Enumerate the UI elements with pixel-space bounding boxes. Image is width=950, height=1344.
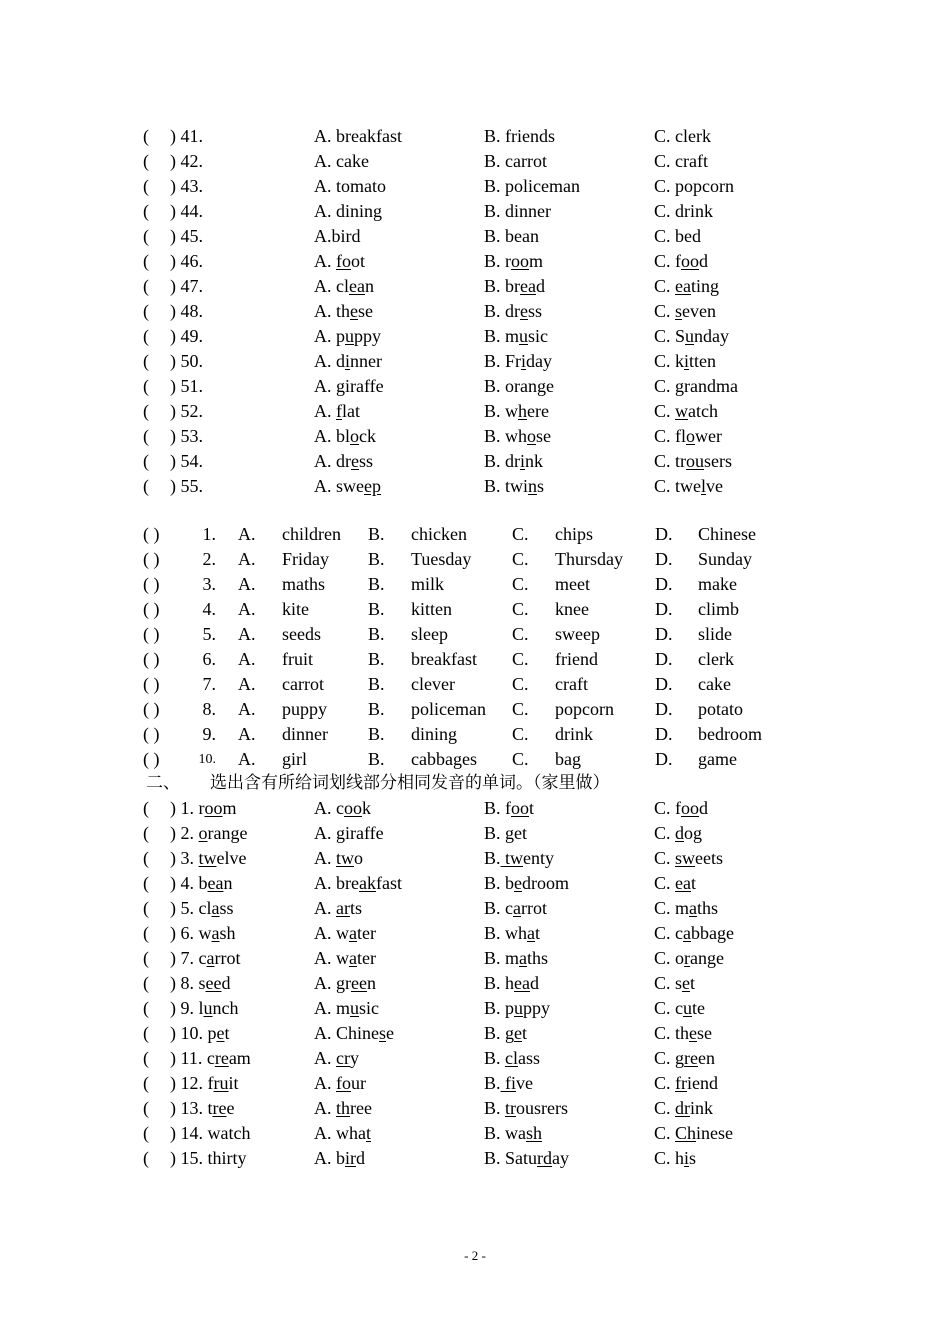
option-b: B. orange bbox=[484, 376, 554, 396]
question-word: ) 2. orange bbox=[170, 823, 248, 843]
option-a: A. music bbox=[314, 998, 379, 1018]
option-b: B. twenty bbox=[484, 848, 555, 868]
option-a: Friday bbox=[282, 549, 329, 569]
question-row bbox=[0, 697, 950, 722]
question-row bbox=[0, 1071, 950, 1096]
option-letter-b: B. bbox=[368, 749, 385, 769]
option-c: C. bed bbox=[654, 226, 701, 246]
option-a: A. cry bbox=[314, 1048, 359, 1068]
question-number: ) 47. bbox=[170, 276, 203, 296]
option-c: C. eating bbox=[654, 276, 720, 296]
question-number: 10. bbox=[198, 752, 216, 767]
option-c: C. Sunday bbox=[654, 326, 730, 346]
answer-blank[interactable]: ( bbox=[143, 401, 149, 421]
answer-blank[interactable]: ( ) bbox=[143, 699, 160, 719]
option-a: seeds bbox=[282, 624, 321, 644]
option-letter-d: D. bbox=[655, 574, 673, 594]
option-c: C. drink bbox=[654, 201, 714, 221]
option-a: children bbox=[282, 524, 341, 544]
option-letter-c: C. bbox=[512, 649, 529, 669]
option-letter-c: C. bbox=[512, 574, 529, 594]
option-b: B. twins bbox=[484, 476, 545, 496]
question-word: ) 6. wash bbox=[170, 923, 236, 943]
answer-blank[interactable]: ( bbox=[143, 251, 149, 271]
question-word: ) 5. class bbox=[170, 898, 234, 918]
option-b: B. bedroom bbox=[484, 873, 570, 893]
option-letter-a: A. bbox=[238, 649, 256, 669]
option-b: B. class bbox=[484, 1048, 541, 1068]
option-letter-b: B. bbox=[368, 724, 385, 744]
question-number: 8. bbox=[202, 699, 216, 719]
page-number: - 2 - bbox=[464, 1248, 486, 1263]
question-row bbox=[0, 821, 950, 846]
question-row bbox=[0, 747, 950, 772]
question-row bbox=[0, 572, 950, 597]
question-row bbox=[0, 647, 950, 672]
option-letter-a: A. bbox=[238, 549, 256, 569]
answer-blank[interactable]: ( ) bbox=[143, 599, 160, 619]
option-a: A. two bbox=[314, 848, 363, 868]
option-c: C. these bbox=[654, 1023, 713, 1043]
option-letter-b: B. bbox=[368, 699, 385, 719]
answer-blank[interactable]: ( bbox=[143, 998, 149, 1018]
question-number: ) 49. bbox=[170, 326, 203, 346]
question-number: 5. bbox=[202, 624, 216, 644]
option-c: C. his bbox=[654, 1148, 697, 1168]
option-a: A. block bbox=[314, 426, 376, 446]
answer-blank[interactable]: ( ) bbox=[143, 574, 160, 594]
option-letter-b: B. bbox=[368, 599, 385, 619]
answer-blank[interactable]: ( bbox=[143, 351, 149, 371]
option-c: C. drink bbox=[654, 1098, 714, 1118]
option-c: C. eat bbox=[654, 873, 697, 893]
question-row bbox=[0, 1021, 950, 1046]
question-word: ) 10. pet bbox=[170, 1023, 230, 1043]
question-number: ) 46. bbox=[170, 251, 203, 271]
option-letter-d: D. bbox=[655, 699, 673, 719]
answer-blank[interactable]: ( ) bbox=[143, 749, 160, 769]
answer-blank[interactable]: ( bbox=[143, 126, 149, 146]
option-letter-c: C. bbox=[512, 724, 529, 744]
option-c: C. maths bbox=[654, 898, 719, 918]
option-c: C. kitten bbox=[654, 351, 717, 371]
option-letter-a: A. bbox=[238, 749, 256, 769]
option-d: bedroom bbox=[698, 724, 762, 744]
option-b: chicken bbox=[411, 524, 467, 544]
option-b: clever bbox=[411, 674, 455, 694]
question-row bbox=[0, 896, 950, 921]
option-a: A. foot bbox=[314, 251, 366, 271]
option-b: B. bread bbox=[484, 276, 545, 296]
question-word: ) 3. twelve bbox=[170, 848, 247, 868]
option-d: game bbox=[698, 749, 737, 769]
question-number: ) 48. bbox=[170, 301, 203, 321]
answer-blank[interactable]: ( ) bbox=[143, 524, 160, 544]
option-a: A. dining bbox=[314, 201, 383, 221]
answer-blank[interactable]: ( ) bbox=[143, 649, 160, 669]
option-letter-b: B. bbox=[368, 524, 385, 544]
option-b: B. trousrers bbox=[484, 1098, 569, 1118]
question-word: ) 13. tree bbox=[170, 1098, 235, 1118]
question-number: 1. bbox=[202, 524, 216, 544]
option-d: Chinese bbox=[698, 524, 756, 544]
option-a: A. giraffe bbox=[314, 376, 384, 396]
question-number: 4. bbox=[202, 599, 216, 619]
option-a: A. three bbox=[314, 1098, 372, 1118]
answer-blank[interactable]: ( bbox=[143, 1098, 149, 1118]
option-letter-d: D. bbox=[655, 724, 673, 744]
answer-blank[interactable]: ( bbox=[143, 426, 149, 446]
option-b: B. Saturday bbox=[484, 1148, 570, 1168]
answer-blank[interactable]: ( bbox=[143, 848, 149, 868]
option-c: C. food bbox=[654, 251, 708, 271]
question-row bbox=[0, 349, 950, 374]
option-b: B. get bbox=[484, 1023, 528, 1043]
answer-blank[interactable]: ( bbox=[143, 973, 149, 993]
option-d: potato bbox=[698, 699, 743, 719]
question-word: ) 14. watch bbox=[170, 1123, 251, 1143]
question-number: ) 54. bbox=[170, 451, 203, 471]
question-number: ) 42. bbox=[170, 151, 203, 171]
question-number: ) 52. bbox=[170, 401, 203, 421]
question-row bbox=[0, 622, 950, 647]
question-number: ) 55. bbox=[170, 476, 203, 496]
question-word: ) 9. lunch bbox=[170, 998, 239, 1018]
option-letter-d: D. bbox=[655, 674, 673, 694]
option-a: A. green bbox=[314, 973, 376, 993]
option-d: cake bbox=[698, 674, 731, 694]
option-c: C. clerk bbox=[654, 126, 711, 146]
option-a: A. breakfast bbox=[314, 873, 402, 893]
question-row bbox=[0, 547, 950, 572]
option-a: A. tomato bbox=[314, 176, 386, 196]
option-c: C. Chinese bbox=[654, 1123, 734, 1143]
answer-blank[interactable]: ( ) bbox=[143, 624, 160, 644]
question-row bbox=[0, 124, 950, 149]
question-number: 2. bbox=[202, 549, 216, 569]
option-b: Tuesday bbox=[411, 549, 472, 569]
option-letter-b: B. bbox=[368, 649, 385, 669]
answer-blank[interactable]: ( ) bbox=[143, 724, 160, 744]
question-row bbox=[0, 1096, 950, 1121]
option-c: C. orange bbox=[654, 948, 724, 968]
option-c: Thursday bbox=[555, 549, 623, 569]
answer-blank[interactable]: ( bbox=[143, 823, 149, 843]
option-b: B. get bbox=[484, 823, 528, 843]
option-b: dining bbox=[411, 724, 458, 744]
option-a: A. bird bbox=[314, 1148, 365, 1168]
question-row bbox=[0, 1121, 950, 1146]
answer-blank[interactable]: ( bbox=[143, 176, 149, 196]
option-letter-c: C. bbox=[512, 674, 529, 694]
option-c: C. flower bbox=[654, 426, 722, 446]
question-row bbox=[0, 1046, 950, 1071]
question-word: ) 15. thirty bbox=[170, 1148, 247, 1168]
question-number: ) 51. bbox=[170, 376, 203, 396]
option-c: C. set bbox=[654, 973, 696, 993]
option-a: fruit bbox=[282, 649, 313, 669]
option-b: B. where bbox=[484, 401, 549, 421]
option-letter-a: A. bbox=[238, 674, 256, 694]
option-letter-b: B. bbox=[368, 549, 385, 569]
option-c: C. trousers bbox=[654, 451, 733, 471]
question-row bbox=[0, 274, 950, 299]
answer-blank[interactable]: ( bbox=[143, 1123, 149, 1143]
option-b: B. puppy bbox=[484, 998, 551, 1018]
answer-blank[interactable]: ( bbox=[143, 1148, 149, 1168]
option-letter-c: C. bbox=[512, 699, 529, 719]
option-letter-c: C. bbox=[512, 624, 529, 644]
answer-blank[interactable]: ( ) bbox=[143, 549, 160, 569]
question-row bbox=[0, 149, 950, 174]
answer-blank[interactable]: ( bbox=[143, 451, 149, 471]
option-c: popcorn bbox=[555, 699, 614, 719]
option-c: craft bbox=[555, 674, 588, 694]
answer-blank[interactable]: ( bbox=[143, 476, 149, 496]
option-a: A. breakfast bbox=[314, 126, 402, 146]
option-a: A. dress bbox=[314, 451, 374, 471]
option-a: A. flat bbox=[314, 401, 360, 421]
question-row bbox=[0, 399, 950, 424]
question-row bbox=[0, 921, 950, 946]
option-a: A. sweep bbox=[314, 476, 381, 496]
option-a: dinner bbox=[282, 724, 328, 744]
option-letter-d: D. bbox=[655, 749, 673, 769]
option-c: C. popcorn bbox=[654, 176, 734, 196]
question-word: ) 1. room bbox=[170, 798, 237, 818]
option-c: sweep bbox=[555, 624, 600, 644]
answer-blank[interactable]: ( bbox=[143, 923, 149, 943]
option-a: maths bbox=[282, 574, 325, 594]
option-letter-c: C. bbox=[512, 749, 529, 769]
option-letter-a: A. bbox=[238, 574, 256, 594]
option-letter-b: B. bbox=[368, 624, 385, 644]
answer-blank[interactable]: ( bbox=[143, 276, 149, 296]
question-word: ) 4. bean bbox=[170, 873, 233, 893]
question-row bbox=[0, 672, 950, 697]
option-c: C. seven bbox=[654, 301, 717, 321]
question-row bbox=[0, 324, 950, 349]
option-b: policeman bbox=[411, 699, 486, 719]
option-a: carrot bbox=[282, 674, 324, 694]
option-b: B. carrot bbox=[484, 898, 547, 918]
section-two-instruction: 选出含有所给词划线部分相同发音的单词。（家里做） bbox=[210, 773, 610, 793]
option-c: C. cabbage bbox=[654, 923, 734, 943]
option-c: C. sweets bbox=[654, 848, 724, 868]
answer-blank[interactable]: ( bbox=[143, 1048, 149, 1068]
question-row bbox=[0, 871, 950, 896]
option-b: B. friends bbox=[484, 126, 555, 146]
option-a: A. what bbox=[314, 1123, 372, 1143]
question-number: ) 44. bbox=[170, 201, 203, 221]
option-c: C. twelve bbox=[654, 476, 724, 496]
option-b: cabbages bbox=[411, 749, 477, 769]
option-b: B. drink bbox=[484, 451, 544, 471]
option-c: C. green bbox=[654, 1048, 715, 1068]
option-letter-c: C. bbox=[512, 524, 529, 544]
question-row bbox=[0, 722, 950, 747]
question-number: 3. bbox=[202, 574, 216, 594]
answer-blank[interactable]: ( ) bbox=[143, 674, 160, 694]
question-row bbox=[0, 299, 950, 324]
option-c: C. watch bbox=[654, 401, 718, 421]
option-c: C. food bbox=[654, 798, 708, 818]
option-letter-a: A. bbox=[238, 599, 256, 619]
option-d: make bbox=[698, 574, 737, 594]
answer-blank[interactable]: ( bbox=[143, 798, 149, 818]
question-row bbox=[0, 424, 950, 449]
question-row bbox=[0, 796, 950, 821]
question-number: 9. bbox=[202, 724, 216, 744]
question-row bbox=[0, 996, 950, 1021]
option-b: B. room bbox=[484, 251, 544, 271]
option-c: meet bbox=[555, 574, 590, 594]
option-b: sleep bbox=[411, 624, 448, 644]
answer-blank[interactable]: ( bbox=[143, 376, 149, 396]
answer-blank[interactable]: ( bbox=[143, 1023, 149, 1043]
option-c: bag bbox=[555, 749, 581, 769]
option-letter-d: D. bbox=[655, 624, 673, 644]
option-c: knee bbox=[555, 599, 589, 619]
option-letter-a: A. bbox=[238, 724, 256, 744]
option-b: B. five bbox=[484, 1073, 534, 1093]
answer-blank[interactable]: ( bbox=[143, 301, 149, 321]
option-a: girl bbox=[282, 749, 307, 769]
option-a: A. water bbox=[314, 948, 376, 968]
option-b: B. whose bbox=[484, 426, 552, 446]
option-b: kitten bbox=[411, 599, 452, 619]
option-a: A. puppy bbox=[314, 326, 381, 346]
option-a: A. dinner bbox=[314, 351, 382, 371]
option-letter-d: D. bbox=[655, 524, 673, 544]
question-number: ) 43. bbox=[170, 176, 203, 196]
option-c: friend bbox=[555, 649, 598, 669]
option-letter-a: A. bbox=[238, 699, 256, 719]
answer-blank[interactable]: ( bbox=[143, 201, 149, 221]
question-number: 7. bbox=[202, 674, 216, 694]
question-row bbox=[0, 249, 950, 274]
answer-blank[interactable]: ( bbox=[143, 151, 149, 171]
answer-blank[interactable]: ( bbox=[143, 326, 149, 346]
answer-blank[interactable]: ( bbox=[143, 1073, 149, 1093]
option-b: B. policeman bbox=[484, 176, 580, 196]
option-a: kite bbox=[282, 599, 309, 619]
option-letter-c: C. bbox=[512, 599, 529, 619]
option-letter-c: C. bbox=[512, 549, 529, 569]
question-row bbox=[0, 597, 950, 622]
option-b: B. carrot bbox=[484, 151, 547, 171]
option-letter-b: B. bbox=[368, 574, 385, 594]
option-a: A. arts bbox=[314, 898, 362, 918]
option-b: milk bbox=[411, 574, 445, 594]
section-two-number: 二、 bbox=[146, 773, 180, 793]
question-row bbox=[0, 846, 950, 871]
question-row bbox=[0, 174, 950, 199]
question-number: 6. bbox=[202, 649, 216, 669]
option-c: C. craft bbox=[654, 151, 708, 171]
question-word: ) 8. seed bbox=[170, 973, 231, 993]
option-b: B. wash bbox=[484, 1123, 543, 1143]
option-d: slide bbox=[698, 624, 732, 644]
question-number: ) 41. bbox=[170, 126, 203, 146]
option-b: B. bean bbox=[484, 226, 539, 246]
option-b: B. head bbox=[484, 973, 539, 993]
option-b: B. dinner bbox=[484, 201, 551, 221]
option-c: C. dog bbox=[654, 823, 703, 843]
option-a: A. giraffe bbox=[314, 823, 384, 843]
question-word: ) 11. cream bbox=[170, 1048, 251, 1068]
question-row bbox=[0, 374, 950, 399]
answer-blank[interactable]: ( bbox=[143, 873, 149, 893]
question-word: ) 12. fruit bbox=[170, 1073, 239, 1093]
question-number: ) 50. bbox=[170, 351, 203, 371]
answer-blank[interactable]: ( bbox=[143, 948, 149, 968]
option-letter-d: D. bbox=[655, 549, 673, 569]
option-a: A. cake bbox=[314, 151, 369, 171]
option-b: B. what bbox=[484, 923, 541, 943]
option-b: B. foot bbox=[484, 798, 535, 818]
option-letter-d: D. bbox=[655, 599, 673, 619]
question-row bbox=[0, 971, 950, 996]
option-d: climb bbox=[698, 599, 739, 619]
option-c: C. cute bbox=[654, 998, 705, 1018]
option-a: A. these bbox=[314, 301, 373, 321]
option-a: A. cook bbox=[314, 798, 371, 818]
option-c: C. grandma bbox=[654, 376, 738, 396]
option-b: B. music bbox=[484, 326, 549, 346]
option-letter-a: A. bbox=[238, 624, 256, 644]
question-row bbox=[0, 522, 950, 547]
option-a: A. water bbox=[314, 923, 376, 943]
option-a: A.bird bbox=[314, 226, 361, 246]
question-row bbox=[0, 946, 950, 971]
option-letter-a: A. bbox=[238, 524, 256, 544]
question-number: ) 53. bbox=[170, 426, 203, 446]
option-a: A. Chinese bbox=[314, 1023, 395, 1043]
option-b: B. Friday bbox=[484, 351, 553, 371]
option-d: Sunday bbox=[698, 549, 752, 569]
option-a: A. clean bbox=[314, 276, 374, 296]
question-number: ) 45. bbox=[170, 226, 203, 246]
question-row bbox=[0, 474, 950, 499]
option-b: B. maths bbox=[484, 948, 549, 968]
answer-blank[interactable]: ( bbox=[143, 898, 149, 918]
question-row bbox=[0, 199, 950, 224]
option-c: chips bbox=[555, 524, 593, 544]
question-word: ) 7. carrot bbox=[170, 948, 241, 968]
option-letter-b: B. bbox=[368, 674, 385, 694]
option-a: puppy bbox=[282, 699, 327, 719]
option-b: breakfast bbox=[411, 649, 477, 669]
question-row bbox=[0, 1146, 950, 1171]
answer-blank[interactable]: ( bbox=[143, 226, 149, 246]
question-row bbox=[0, 224, 950, 249]
question-row bbox=[0, 449, 950, 474]
option-c: drink bbox=[555, 724, 593, 744]
option-d: clerk bbox=[698, 649, 734, 669]
option-letter-d: D. bbox=[655, 649, 673, 669]
option-a: A. four bbox=[314, 1073, 366, 1093]
option-c: C. friend bbox=[654, 1073, 719, 1093]
option-b: B. dress bbox=[484, 301, 543, 321]
